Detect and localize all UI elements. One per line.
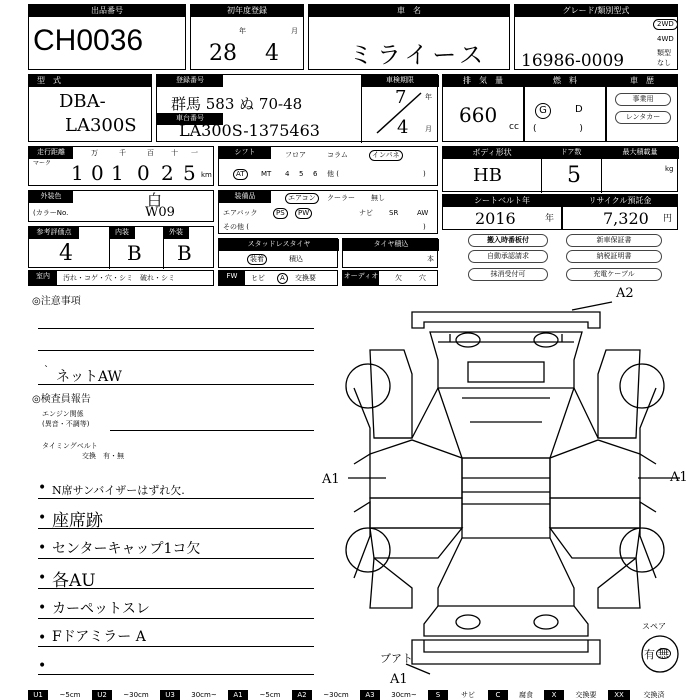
- car-name-label: 車 名: [309, 5, 509, 17]
- model-code: DBA-: [59, 91, 106, 112]
- mileage-digit-1: 1: [71, 161, 84, 185]
- shift-floor: フロア: [285, 151, 306, 159]
- seatbelt-unit: 年: [545, 214, 555, 224]
- first-registration-year: 28: [209, 41, 237, 66]
- lot-number-label: 出品番号: [29, 5, 185, 17]
- body-type-label: ボディ形状: [443, 147, 541, 159]
- car-damage-diagram: [320, 288, 690, 688]
- attention-note: ネットAW: [56, 369, 122, 385]
- legend-key: A2: [292, 690, 312, 700]
- unit-juu: 十: [171, 149, 178, 157]
- equip-navi: ナビ: [359, 209, 373, 217]
- inspector-note-3: センターキャップ1コ欠: [52, 541, 201, 557]
- fw-a: A: [277, 273, 288, 284]
- registration-value: 群馬 583 ぬ 70-48: [171, 95, 303, 113]
- drive-none-label: なし: [657, 59, 671, 67]
- unit-man: 万: [91, 149, 98, 157]
- legend-value: 30cm~: [391, 691, 417, 699]
- shift-label: シフト: [219, 147, 271, 159]
- inspection-year-unit: 年: [425, 93, 432, 101]
- note-bullet: •: [38, 570, 47, 586]
- legend-key: XX: [608, 690, 630, 700]
- first-registration-box: [190, 4, 304, 70]
- fuel-d: D: [575, 104, 583, 115]
- damage-mark-rear-note: ブアト: [380, 652, 413, 665]
- engine-sub: (異音・不調等): [42, 420, 90, 428]
- interior-condition-items: 汚れ・コゲ・穴・シミ 破れ・シミ: [63, 274, 175, 282]
- legend-value: ~30cm: [123, 691, 149, 699]
- studless-box: [218, 238, 338, 268]
- lot-number-box: [28, 4, 186, 70]
- overall-score: 4: [59, 241, 73, 266]
- inspector-label: ◎検査員報告: [32, 394, 91, 405]
- fuel-box: [524, 74, 606, 142]
- history-box: [606, 74, 678, 142]
- chassis-label: 車台番号: [157, 113, 223, 125]
- engine-label: エンジン関係: [42, 410, 84, 418]
- inspector-note-2: 座席跡: [52, 511, 103, 531]
- audio-box: [342, 270, 438, 286]
- drive-type-label: 類型: [657, 49, 671, 57]
- equip-ps: PS: [273, 208, 288, 219]
- doc-auto-approval: 自動承認請求: [468, 250, 548, 263]
- studless-loaded: 積込: [289, 255, 303, 263]
- note-bullet: •: [38, 630, 47, 646]
- registration-label: 登録番号: [157, 75, 223, 87]
- equipment-label: 装備品: [219, 191, 271, 203]
- unit-sen: 千: [119, 149, 126, 157]
- mileage-digit-2: 0: [91, 161, 104, 185]
- drive-2wd: 2WD: [653, 19, 678, 30]
- unit-hyaku: 百: [147, 149, 154, 157]
- mileage-digit-3: 1: [111, 161, 124, 185]
- month-unit: 月: [291, 27, 298, 35]
- exterior-score: B: [177, 241, 192, 265]
- note-bullet: •: [38, 600, 47, 616]
- legend-value: サビ: [461, 691, 475, 699]
- documents-area: [442, 230, 678, 286]
- tire-stack-box: [342, 238, 438, 268]
- note-line: [38, 350, 314, 351]
- equip-none: 無し: [371, 194, 385, 202]
- recycle-value: 7,320: [603, 209, 649, 228]
- mileage-label: 走行距離: [29, 147, 73, 159]
- timing-label: タイミングベルト: [42, 442, 98, 450]
- equip-aw: AW: [417, 209, 429, 217]
- fw-crack: ヒビ: [251, 274, 265, 282]
- scores-box: [28, 226, 214, 268]
- note-line: [38, 498, 314, 499]
- note-line: [38, 674, 314, 675]
- note-line: [38, 618, 314, 619]
- equip-cooler: クーラー: [327, 194, 355, 202]
- attention-tick: `: [44, 365, 49, 376]
- fw-replace: 交換要: [295, 274, 316, 282]
- interior-score-label: 内装: [109, 227, 135, 239]
- note-bullet: •: [38, 658, 47, 674]
- note-bullet: •: [38, 540, 47, 556]
- inspection-year: 7: [395, 87, 407, 108]
- inspector-note-6: Fドアミラー A: [52, 629, 146, 645]
- inspector-notes: [30, 474, 316, 674]
- exterior-color-value: 白: [147, 191, 163, 209]
- equip-other-end: ): [423, 223, 426, 231]
- note-line: [38, 646, 314, 647]
- note-line: [38, 328, 314, 329]
- unit-ichi: 一: [191, 149, 198, 157]
- inspector-note-4: 各AU: [52, 571, 96, 591]
- legend-value: 腐食: [519, 691, 533, 699]
- fuel-bracket: ( ): [533, 124, 583, 134]
- car-name-box: [308, 4, 510, 70]
- shift-mt: MT: [261, 170, 272, 178]
- legend-key: A1: [228, 690, 248, 700]
- recycle-label: リサイクル預託金: [563, 195, 677, 207]
- seatbelt-label: シートベルト年: [443, 195, 561, 207]
- fuel-label: 燃 料: [525, 75, 605, 87]
- body-type-value: HB: [473, 165, 502, 186]
- legend-key: A3: [360, 690, 380, 700]
- recycle-unit: 円: [663, 214, 673, 224]
- chassis-value: LA300S-1375463: [179, 121, 320, 140]
- interior-condition-box: [28, 270, 214, 286]
- legend-value: 30cm~: [191, 691, 217, 699]
- history-rental: レンタカー: [615, 111, 671, 124]
- drive-4wd: 4WD: [657, 35, 674, 43]
- capacity-label: 最大積載量: [601, 147, 679, 159]
- history-business: 事業用: [615, 93, 671, 106]
- legend-key: X: [544, 690, 564, 700]
- inspection-month: 4: [397, 117, 409, 138]
- legend-value: 交換要: [575, 691, 597, 699]
- mileage-box: [28, 146, 214, 186]
- color-no-label: (カラーNo.: [33, 209, 69, 217]
- audio-hole: 穴: [419, 274, 426, 282]
- doc-cancel: 抹消受付可: [468, 268, 548, 281]
- year-unit: 年: [239, 27, 246, 35]
- studless-mounted: 装着: [247, 254, 267, 265]
- shift-other: 他 (: [327, 170, 339, 178]
- scores-label: 参考評価点: [29, 227, 79, 239]
- first-registration-label: 初年度登録: [191, 5, 303, 17]
- shift-box: [218, 146, 438, 186]
- mileage-unit: km: [201, 171, 212, 179]
- grade-value: 16986-0009: [521, 51, 625, 71]
- mileage-digit-4: 0: [137, 161, 150, 185]
- shift-inpane: インパネ: [369, 150, 403, 161]
- doc-plate: 搬入時番板付: [468, 234, 548, 247]
- model-box: [28, 74, 152, 142]
- mileage-meter-label: マーク: [33, 160, 52, 167]
- grade-label: グレード/類別型式: [515, 5, 677, 17]
- shift-column: コラム: [327, 151, 348, 159]
- car-name: ミライース: [349, 41, 488, 69]
- fw-label: FW: [219, 271, 245, 285]
- exterior-score-label: 外装: [163, 227, 189, 239]
- damage-mark-a2: A2: [616, 286, 634, 301]
- legend-key: U2: [92, 690, 112, 700]
- engine-line: [110, 430, 314, 431]
- grade-box: [514, 4, 678, 70]
- inspection-label: 車検期限: [361, 75, 439, 87]
- equipment-box: [218, 190, 438, 234]
- model-code-2: LA300S: [65, 115, 137, 136]
- spare-label: スペア: [642, 622, 666, 631]
- audio-missing: 欠: [395, 274, 402, 282]
- doc-warranty: 新車保証書: [566, 234, 662, 247]
- legend-key: S: [428, 690, 448, 700]
- timing-options: 交換 有・無: [82, 452, 124, 460]
- note-bullet: •: [38, 480, 47, 496]
- inspection-strike-mark: [371, 89, 427, 139]
- shift-4: 4: [285, 170, 290, 178]
- lot-number: CH0036: [33, 24, 144, 57]
- legend-key: C: [488, 690, 508, 700]
- displacement-unit: cc: [509, 122, 519, 132]
- spare-value-2: 無: [658, 647, 669, 660]
- legend-bar: [28, 690, 678, 700]
- inspection-month-unit: 月: [425, 125, 432, 133]
- equip-aircon: エアコン: [285, 193, 319, 204]
- equip-other: その他 (: [223, 223, 249, 231]
- shift-at: AT: [233, 169, 248, 180]
- inspector-note-5: カーペットスレ: [52, 601, 150, 617]
- legend-value: ~5cm: [259, 691, 281, 699]
- history-label: 車 歴: [607, 75, 677, 87]
- note-bullet: •: [38, 510, 47, 526]
- tire-stack-value: 本: [427, 255, 434, 263]
- seatbelt-value: 2016: [475, 209, 516, 228]
- exterior-color-box: [28, 190, 214, 222]
- legend-key: U1: [28, 690, 48, 700]
- body-type-box: [442, 146, 678, 192]
- equip-sr: SR: [389, 209, 399, 217]
- legend-value: ~5cm: [59, 691, 81, 699]
- fuel-g: G: [535, 103, 551, 119]
- registration-box: [156, 74, 438, 142]
- displacement-label: 排 気 量: [443, 75, 523, 87]
- legend-value: 交換済: [643, 691, 665, 699]
- attention-label: ◎注意事項: [32, 296, 81, 307]
- mileage-digit-6: 5: [183, 161, 196, 185]
- inspector-note-1: N席サンバイザーはずれ欠.: [52, 484, 185, 497]
- mileage-digit-5: 2: [161, 161, 174, 185]
- seatbelt-box: [442, 194, 562, 230]
- studless-label: スタッドレスタイヤ: [219, 239, 339, 251]
- fw-box: [218, 270, 338, 286]
- note-line: [38, 558, 314, 559]
- legend-value: ~30cm: [323, 691, 349, 699]
- color-no-value: W09: [145, 205, 175, 220]
- first-registration-month: 4: [265, 41, 279, 66]
- spare-value: 有: [644, 648, 655, 661]
- tire-stack-label: タイヤ積込: [343, 239, 439, 251]
- displacement-value: 660: [459, 103, 498, 127]
- shift-6: 6: [313, 170, 318, 178]
- interior-condition-label: 室内: [29, 271, 57, 285]
- damage-mark-a1-right: A1: [670, 470, 688, 485]
- damage-mark-a1-left: A1: [322, 472, 340, 487]
- legend-key: U3: [160, 690, 180, 700]
- damage-mark-a1-rear: A1: [390, 672, 408, 687]
- shift-5: 5: [299, 170, 304, 178]
- displacement-box: [442, 74, 524, 142]
- equip-pw: PW: [295, 208, 312, 219]
- doc-charge-cable: 充電ケーブル: [566, 268, 662, 281]
- doors-label: ドア数: [541, 147, 601, 159]
- shift-other-end: ): [423, 170, 426, 178]
- interior-score: B: [127, 241, 142, 265]
- exterior-color-label: 外装色: [29, 191, 73, 203]
- equip-airbag: エアバック: [223, 209, 258, 217]
- doc-tax-cert: 納税証明書: [566, 250, 662, 263]
- capacity-unit: kg: [665, 165, 674, 173]
- doors-value: 5: [567, 163, 581, 188]
- audio-label: オーディオ: [343, 271, 379, 285]
- model-label: 型 式: [29, 75, 151, 87]
- recycle-box: [562, 194, 678, 230]
